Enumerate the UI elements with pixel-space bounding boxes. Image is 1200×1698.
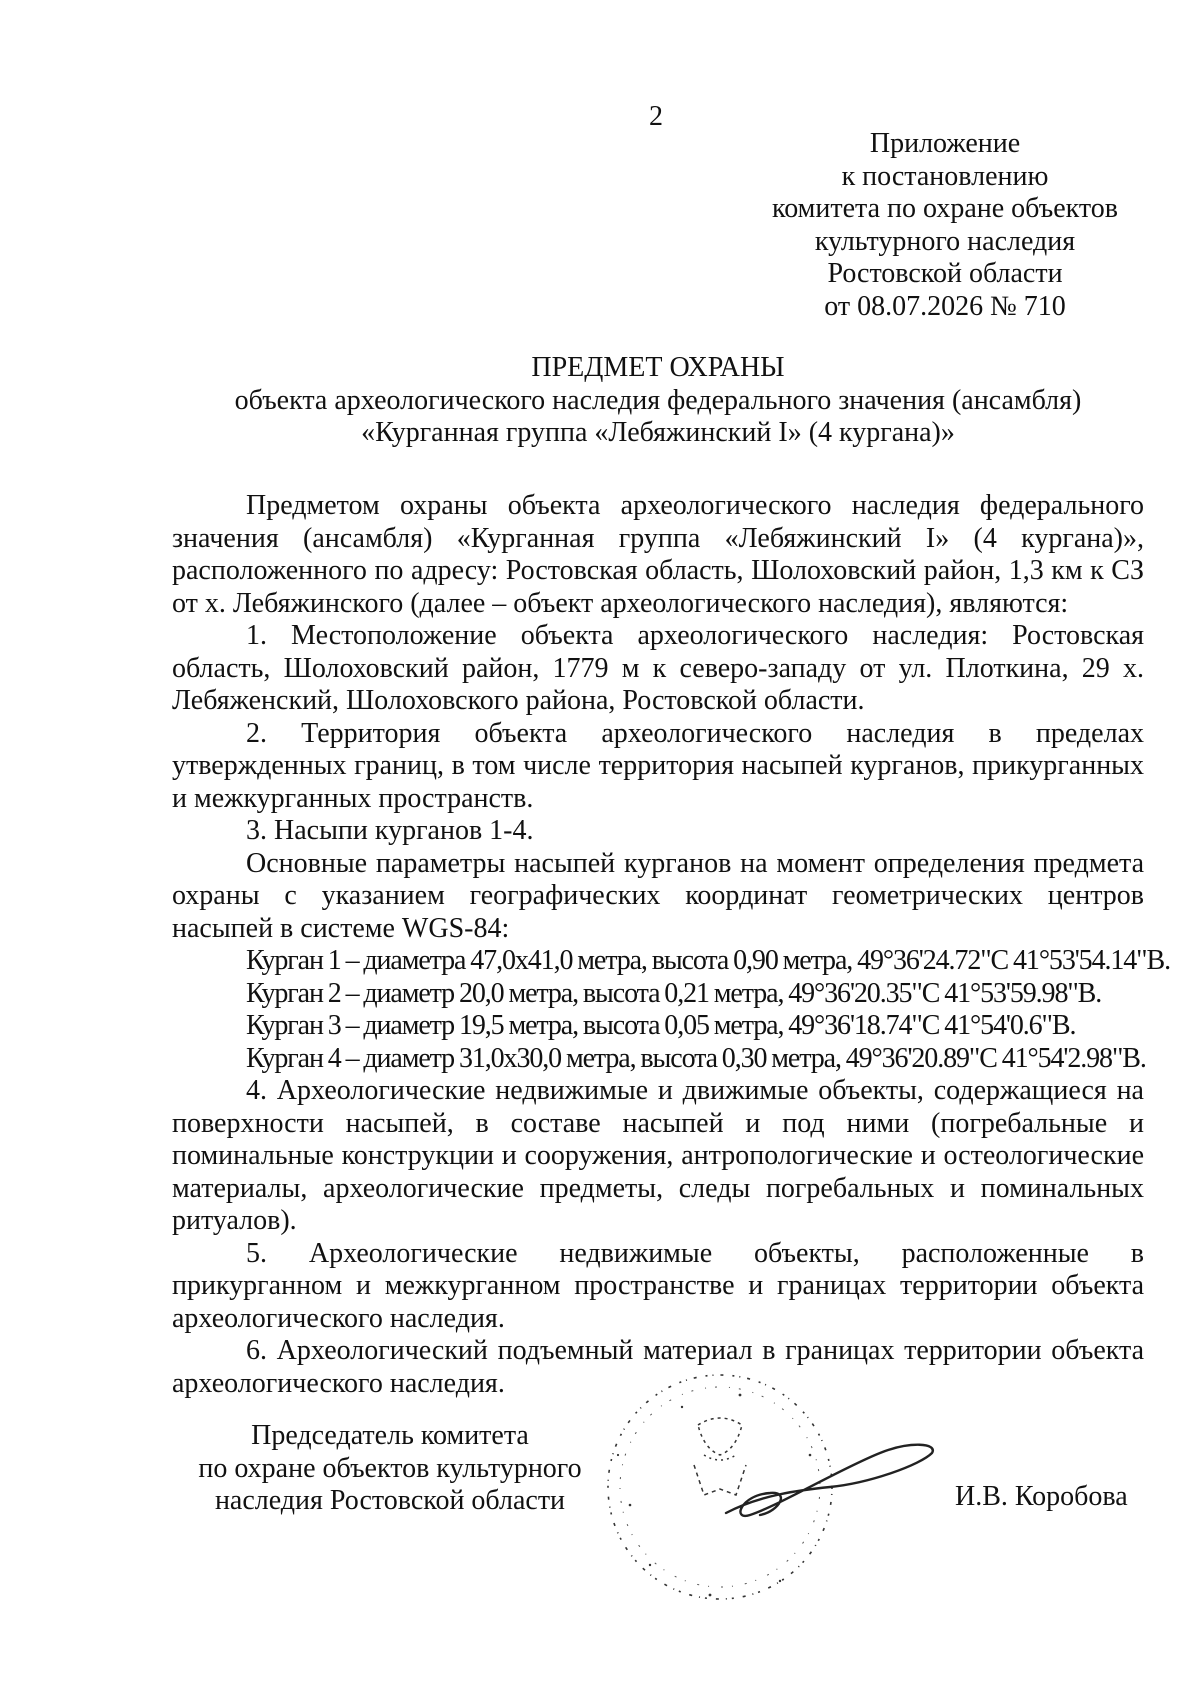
item-4-objects: 4. Археологические недвижимые и движимые объекты, содержащиеся на поверхности насыпей, в составе насыпей и под ними (погребальные и поминальные конструкции и сооружения, антропологические и остеологические материалы, археологические предметы, следы погребальных и поминальных ритуалов). xyxy=(172,1075,1144,1236)
signatory-line: Председатель комитета xyxy=(251,1420,529,1451)
handwritten-signature xyxy=(720,1435,940,1535)
page-number: 2 xyxy=(649,101,663,132)
mound-parameters-intro: Основные параметры насыпей курганов на момент определения предмета охраны с указанием географических координат геометрических центров насыпей в системе WGS-84: xyxy=(172,847,1144,944)
appendix-line: к постановлению xyxy=(841,160,1049,192)
kurgan-3-line: Курган 3 – диаметр 19,5 метра, высота 0,05 метра, 49°36'18.74"С 41°54'0.6"В. xyxy=(246,1010,1076,1041)
kurgan-1-line: Курган 1 – диаметра 47,0х41,0 метра, высота 0,90 метра, 49°36'24.72"С 41°53'54.14"В. xyxy=(246,945,1170,976)
title-object-name: «Курганная группа «Лебяжинский I» (4 кургана)» xyxy=(361,417,955,448)
signatory-title xyxy=(170,1420,610,1518)
item-6-material: 6. Археологический подъемный материал в границах территории объекта археологического наследия. xyxy=(172,1335,1144,1399)
appendix-line: комитета по охране объектов xyxy=(772,193,1118,224)
document-title xyxy=(170,352,1146,450)
item-2-territory: 2. Территория объекта археологического наследия в пределах утвержденных границ, в том числе территория насыпей курганов, прикурганных и межкурганных пространств. xyxy=(172,717,1144,814)
item-5-objects: 5. Археологические недвижимые объекты, расположенные в прикурганном и межкурганном пространстве и границах территории объекта археологического наследия. xyxy=(172,1237,1144,1334)
title-heading: ПРЕДМЕТ ОХРАНЫ xyxy=(531,352,785,383)
intro-paragraph: Предметом охраны объекта археологического наследия федерального значения (ансамбля) «Курганная группа «Лебяжинский I» (4 кургана)», расположенного по адресу: Ростовская область, Шолоховский район, 1,3 км к СЗ от х. Лебяжинского (далее – объект археологического наследия), являются: xyxy=(172,490,1144,619)
kurgan-4-line: Курган 4 – диаметр 31,0х30,0 метра, высота 0,30 метра, 49°36'20.89"С 41°54'2.98"В. xyxy=(246,1042,1146,1074)
appendix-line: Ростовской области xyxy=(827,258,1063,289)
document-body xyxy=(172,490,1170,1400)
appendix-header xyxy=(700,128,1190,323)
signer-name: И.В. Коробова xyxy=(955,1481,1128,1512)
signatory-line: по охране объектов культурного xyxy=(198,1452,582,1484)
signatory-line: наследия Ростовской области xyxy=(214,1485,566,1516)
item-3-mounds: 3. Насыпи курганов 1-4. xyxy=(246,815,534,846)
kurgan-2-line: Курган 2 – диаметр 20,0 метра, высота 0,21 метра, 49°36'20.35"С 41°53'59.98"В. xyxy=(246,977,1102,1009)
appendix-line: Приложение xyxy=(869,128,1021,159)
title-subheading: объекта археологического наследия федерального значения (ансамбля) xyxy=(234,384,1082,416)
appendix-line: культурного наследия xyxy=(814,225,1076,257)
appendix-date-number: от 08.07.2026 № 710 xyxy=(824,290,1066,322)
item-1-location: 1. Местоположение объекта археологического наследия: Ростовская область, Шолоховский район, 1779 м к северо-западу от ул. Плоткина, 29 х. Лебяженский, Шолоховского района, Ростовской области. xyxy=(172,620,1144,716)
